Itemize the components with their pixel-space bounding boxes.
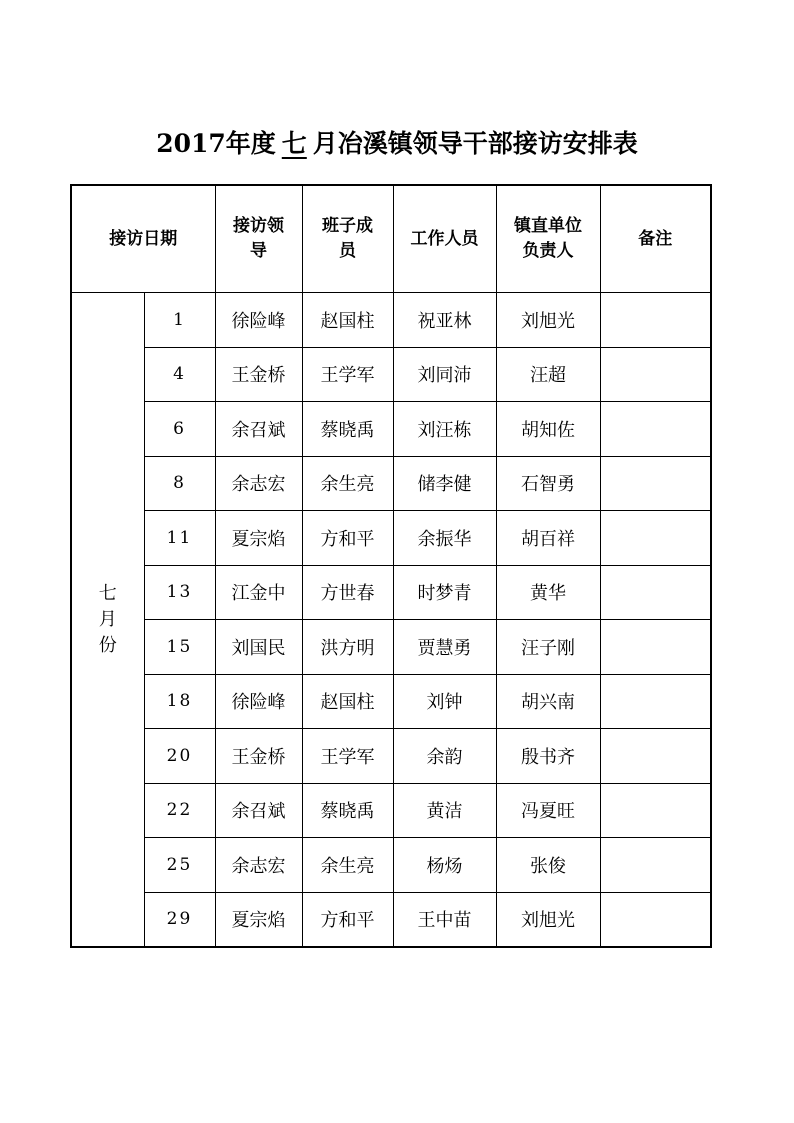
unit-head-cell: 胡知佐 <box>496 402 600 457</box>
member-cell: 方世春 <box>302 565 393 620</box>
table-row <box>71 838 711 893</box>
table-row <box>71 620 711 675</box>
day-cell: 29 <box>144 892 215 947</box>
table-row <box>71 783 711 838</box>
staff-cell: 黄洁 <box>393 783 496 838</box>
leader-cell: 夏宗焰 <box>215 511 302 566</box>
unit-head-cell: 汪超 <box>496 347 600 402</box>
staff-cell: 刘同沛 <box>393 347 496 402</box>
month-cell <box>71 293 144 948</box>
table-row <box>71 565 711 620</box>
remarks-cell <box>600 565 711 620</box>
staff-cell: 祝亚林 <box>393 293 496 348</box>
member-cell: 方和平 <box>302 511 393 566</box>
header-member-label: 班子成员 <box>322 216 373 261</box>
leader-cell: 徐险峰 <box>215 674 302 729</box>
remarks-cell <box>600 783 711 838</box>
member-cell: 王学军 <box>302 729 393 784</box>
unit-head-cell: 胡兴南 <box>496 674 600 729</box>
remarks-cell <box>600 347 711 402</box>
unit-head-cell: 刘旭光 <box>496 892 600 947</box>
staff-cell: 杨炀 <box>393 838 496 893</box>
remarks-cell <box>600 402 711 457</box>
remarks-cell <box>600 511 711 566</box>
remarks-cell <box>600 620 711 675</box>
remarks-cell <box>600 892 711 947</box>
leader-cell: 余召斌 <box>215 783 302 838</box>
member-cell: 王学军 <box>302 347 393 402</box>
leader-cell: 余召斌 <box>215 402 302 457</box>
header-unit-head-label: 镇直单位负责人 <box>514 216 582 261</box>
member-cell: 方和平 <box>302 892 393 947</box>
unit-head-cell: 黄华 <box>496 565 600 620</box>
table-row <box>71 347 711 402</box>
header-member <box>302 185 393 293</box>
leader-cell: 余志宏 <box>215 838 302 893</box>
table-row <box>71 674 711 729</box>
member-cell: 洪方明 <box>302 620 393 675</box>
unit-head-cell: 张俊 <box>496 838 600 893</box>
remarks-cell <box>600 838 711 893</box>
leader-cell: 余志宏 <box>215 456 302 511</box>
day-cell: 20 <box>144 729 215 784</box>
member-cell: 余生亮 <box>302 456 393 511</box>
member-cell: 赵国柱 <box>302 293 393 348</box>
leader-cell: 徐险峰 <box>215 293 302 348</box>
staff-cell: 贾慧勇 <box>393 620 496 675</box>
header-staff: 工作人员 <box>393 185 496 293</box>
month-label: 七月份 <box>98 582 117 656</box>
title-prefix: 2017年度 <box>156 129 276 158</box>
day-cell: 11 <box>144 511 215 566</box>
day-cell: 8 <box>144 456 215 511</box>
table-row <box>71 456 711 511</box>
leader-cell: 王金桥 <box>215 729 302 784</box>
header-unit-head <box>496 185 600 293</box>
leader-cell: 王金桥 <box>215 347 302 402</box>
page-title <box>0 124 794 160</box>
day-cell: 1 <box>144 293 215 348</box>
member-cell: 蔡晓禹 <box>302 783 393 838</box>
leader-cell: 江金中 <box>215 565 302 620</box>
unit-head-cell: 殷书齐 <box>496 729 600 784</box>
header-row <box>71 185 711 293</box>
leader-cell: 刘国民 <box>215 620 302 675</box>
remarks-cell <box>600 674 711 729</box>
member-cell: 蔡晓禹 <box>302 402 393 457</box>
table-row <box>71 892 711 947</box>
unit-head-cell: 汪子刚 <box>496 620 600 675</box>
staff-cell: 刘钟 <box>393 674 496 729</box>
staff-cell: 余韵 <box>393 729 496 784</box>
day-cell: 22 <box>144 783 215 838</box>
day-cell: 18 <box>144 674 215 729</box>
leader-cell: 夏宗焰 <box>215 892 302 947</box>
table-row <box>71 511 711 566</box>
table-body <box>71 293 711 948</box>
staff-cell: 刘汪栋 <box>393 402 496 457</box>
title-suffix: 月冶溪镇领导干部接访安排表 <box>312 129 638 158</box>
header-leader <box>215 185 302 293</box>
remarks-cell <box>600 456 711 511</box>
day-cell: 25 <box>144 838 215 893</box>
day-cell: 6 <box>144 402 215 457</box>
header-date: 接访日期 <box>71 185 215 293</box>
remarks-cell <box>600 293 711 348</box>
table-row <box>71 729 711 784</box>
unit-head-cell: 胡百祥 <box>496 511 600 566</box>
staff-cell: 时梦青 <box>393 565 496 620</box>
staff-cell: 王中苗 <box>393 892 496 947</box>
schedule-table <box>70 184 712 948</box>
remarks-cell <box>600 729 711 784</box>
unit-head-cell: 冯夏旺 <box>496 783 600 838</box>
title-month: 七 <box>281 129 307 158</box>
day-cell: 15 <box>144 620 215 675</box>
header-remarks: 备注 <box>600 185 711 293</box>
member-cell: 赵国柱 <box>302 674 393 729</box>
unit-head-cell: 石智勇 <box>496 456 600 511</box>
staff-cell: 储李健 <box>393 456 496 511</box>
day-cell: 13 <box>144 565 215 620</box>
table-row <box>71 402 711 457</box>
table-row <box>71 293 711 348</box>
unit-head-cell: 刘旭光 <box>496 293 600 348</box>
day-cell: 4 <box>144 347 215 402</box>
staff-cell: 余振华 <box>393 511 496 566</box>
member-cell: 余生亮 <box>302 838 393 893</box>
header-leader-label: 接访领导 <box>233 216 284 261</box>
